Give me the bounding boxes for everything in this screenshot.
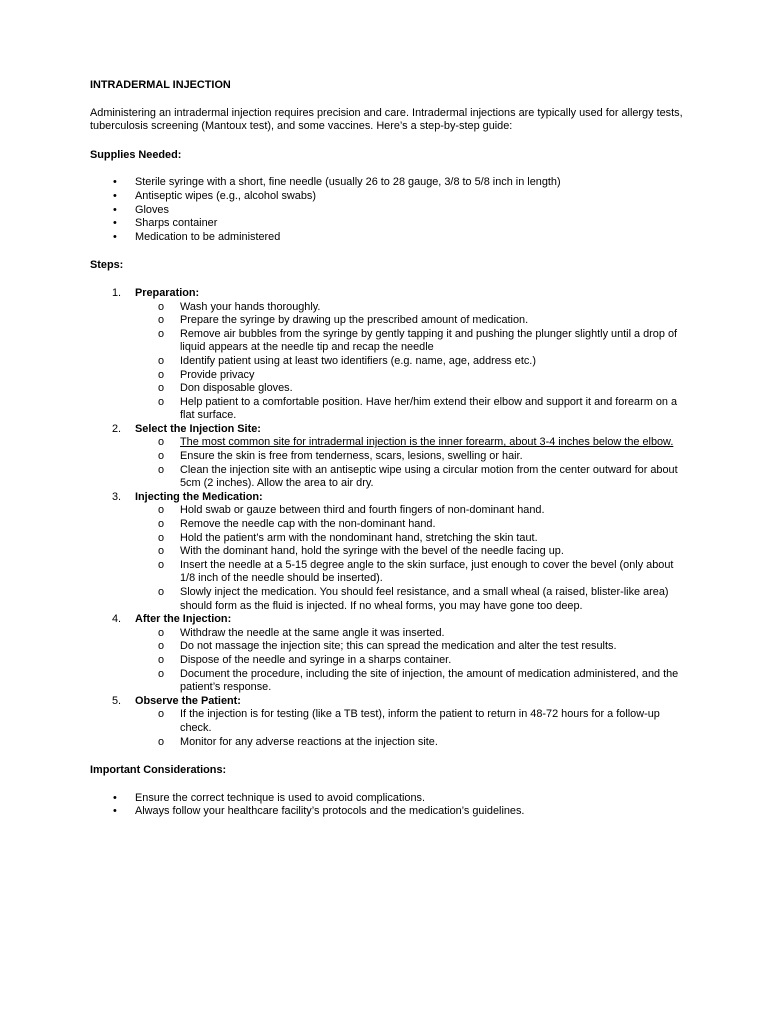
list-item: • Sterile syringe with a short, fine needle (usually 26 to 28 gauge, 3/8 to 5/8 inch in length) — [90, 176, 690, 190]
sub-bullet-marker: o — [158, 436, 165, 449]
item-text: Prepare the syringe by drawing up the prescribed amount of medication. — [180, 314, 529, 327]
item-text: Identify patient using at least two identifiers (e.g. name, age, address etc.) — [180, 354, 536, 367]
step-number: 4. — [112, 613, 122, 626]
list-item: • Always follow your healthcare facility’s protocols and the medication’s guidelines. — [90, 805, 690, 819]
list-item: • Ensure the correct technique is used to avoid complications. — [90, 792, 690, 806]
step-items — [135, 301, 690, 423]
intro-paragraph: Administering an intradermal injection requires precision and care. Intradermal injections are typically used for allergy tests, tuberculosis screening (Mantoux test), and some vaccines. Here’s a step-by-step guide: — [90, 106, 683, 133]
sub-bullet-marker: o — [158, 708, 165, 721]
sub-bullet-marker: o — [158, 735, 165, 748]
list-item — [135, 369, 690, 383]
step-title: Preparation: — [135, 286, 200, 299]
sub-bullet-marker: o — [158, 382, 165, 395]
item-text: Hold swab or gauze between third and fourth fingers of non-dominant hand. — [180, 504, 545, 517]
item-text: Remove air bubbles from the syringe by gently tapping it and pushing the plunger slightly until a drop of liquid appears at the needle tip and recap the needle — [180, 327, 678, 354]
item-text: Withdraw the needle at the same angle it was inserted. — [180, 626, 445, 639]
sub-bullet-marker: o — [158, 531, 165, 544]
step-items — [135, 627, 690, 695]
list-item — [135, 396, 690, 423]
sub-bullet-marker: o — [158, 368, 165, 381]
step-3 — [90, 491, 690, 613]
step-number: 5. — [112, 694, 122, 707]
item-text: Monitor for any adverse reactions at the injection site. — [180, 735, 438, 748]
step-items — [135, 436, 690, 490]
item-text: Provide privacy — [180, 368, 255, 381]
item-text: Ensure the skin is free from tenderness, scars, lesions, swelling or hair. — [180, 450, 523, 463]
step-title: Observe the Patient: — [135, 694, 241, 707]
item-text: Clean the injection site with an antiseptic wipe using a circular motion from the center outward for about 5cm (2 inches). Allow the area to air dry. — [180, 463, 678, 490]
list-item — [135, 545, 690, 559]
step-1 — [90, 287, 690, 423]
document-body — [90, 79, 690, 819]
item-text: Hold the patient’s arm with the nondominant hand, stretching the skin taut. — [180, 531, 538, 544]
item-text: Slowly inject the medication. You should feel resistance, and a small wheal (a raised, blister-like area) should form as the fluid is injected. If no wheal forms, you may have gone too deep. — [180, 586, 669, 612]
sub-bullet-marker: o — [158, 395, 165, 408]
sub-bullet-marker: o — [158, 518, 165, 531]
list-item — [135, 382, 690, 396]
list-item — [135, 436, 690, 450]
list-item: • Sharps container — [90, 217, 690, 231]
sub-bullet-marker: o — [158, 545, 165, 558]
list-item — [135, 314, 690, 328]
step-2 — [90, 423, 690, 491]
step-5 — [90, 695, 690, 749]
step-title: After the Injection: — [135, 613, 232, 626]
item-text: Wash your hands thoroughly. — [180, 300, 321, 313]
list-item — [135, 464, 690, 491]
considerations-heading: Important Considerations: — [90, 764, 227, 777]
list-item — [135, 532, 690, 546]
supplies-list — [90, 176, 690, 244]
item-text: Remove the needle cap with the non-dominant hand. — [180, 518, 436, 531]
step-number: 1. — [112, 286, 122, 299]
list-item: • Medication to be administered — [90, 231, 690, 245]
sub-bullet-marker: o — [158, 653, 165, 666]
sub-bullet-marker: o — [158, 354, 165, 367]
list-item: • Antiseptic wipes (e.g., alcohol swabs) — [90, 190, 690, 204]
step-items — [135, 708, 690, 749]
list-item — [135, 640, 690, 654]
sub-bullet-marker: o — [158, 667, 165, 680]
supplies-heading: Supplies Needed: — [90, 148, 182, 161]
considerations-list — [90, 792, 690, 819]
sub-bullet-marker: o — [158, 640, 165, 653]
list-item — [135, 668, 690, 695]
document-title: INTRADERMAL INJECTION — [90, 79, 231, 91]
sub-bullet-marker: o — [158, 314, 165, 327]
list-item — [135, 504, 690, 518]
sub-bullet-marker: o — [158, 558, 165, 571]
step-title: Select the Injection Site: — [135, 422, 261, 435]
list-item — [135, 301, 690, 315]
sub-bullet-marker: o — [158, 463, 165, 476]
sub-bullet-marker: o — [158, 626, 165, 639]
step-4 — [90, 613, 690, 695]
item-text: Don disposable gloves. — [180, 382, 293, 395]
item-text: Dispose of the needle and syringe in a sharps container. — [180, 653, 452, 666]
list-item — [135, 450, 690, 464]
sub-bullet-marker: o — [158, 327, 165, 340]
item-text: If the injection is for testing (like a TB test), inform the patient to return in 48-72 hours for a follow-up check. — [180, 708, 660, 734]
list-item — [135, 736, 690, 750]
sub-bullet-marker: o — [158, 504, 165, 517]
list-item — [135, 586, 690, 613]
sub-bullet-marker: o — [158, 300, 165, 313]
step-number: 3. — [112, 490, 122, 503]
item-text: Insert the needle at a 5-15 degree angle to the skin surface, just enough to cover the bevel (only about 1/8 inch of the needle should be inserted). — [180, 558, 674, 585]
step-items — [135, 504, 690, 613]
item-text: Document the procedure, including the site of injection, the amount of medication administered, and the patient’s response. — [180, 667, 679, 694]
steps-list — [90, 287, 690, 749]
item-text: Do not massage the injection site; this can spread the medication and alter the test results. — [180, 640, 617, 653]
list-item — [135, 654, 690, 668]
list-item — [135, 355, 690, 369]
item-text: With the dominant hand, hold the syringe with the bevel of the needle facing up. — [180, 545, 564, 558]
list-item — [135, 627, 690, 641]
item-text: Help patient to a comfortable position. Have her/him extend their elbow and support it and forearm on a flat surface. — [180, 395, 678, 422]
list-item: • Gloves — [90, 204, 690, 218]
step-number: 2. — [112, 422, 122, 435]
list-item — [135, 328, 690, 355]
steps-heading: Steps: — [90, 259, 124, 272]
sub-bullet-marker: o — [158, 450, 165, 463]
list-item — [135, 708, 690, 735]
step-title: Injecting the Medication: — [135, 490, 263, 503]
list-item — [135, 559, 690, 586]
sub-bullet-marker: o — [158, 586, 165, 598]
list-item — [135, 518, 690, 532]
item-text: The most common site for intradermal injection is the inner forearm, about 3-4 inches below the elbow. — [180, 436, 674, 449]
